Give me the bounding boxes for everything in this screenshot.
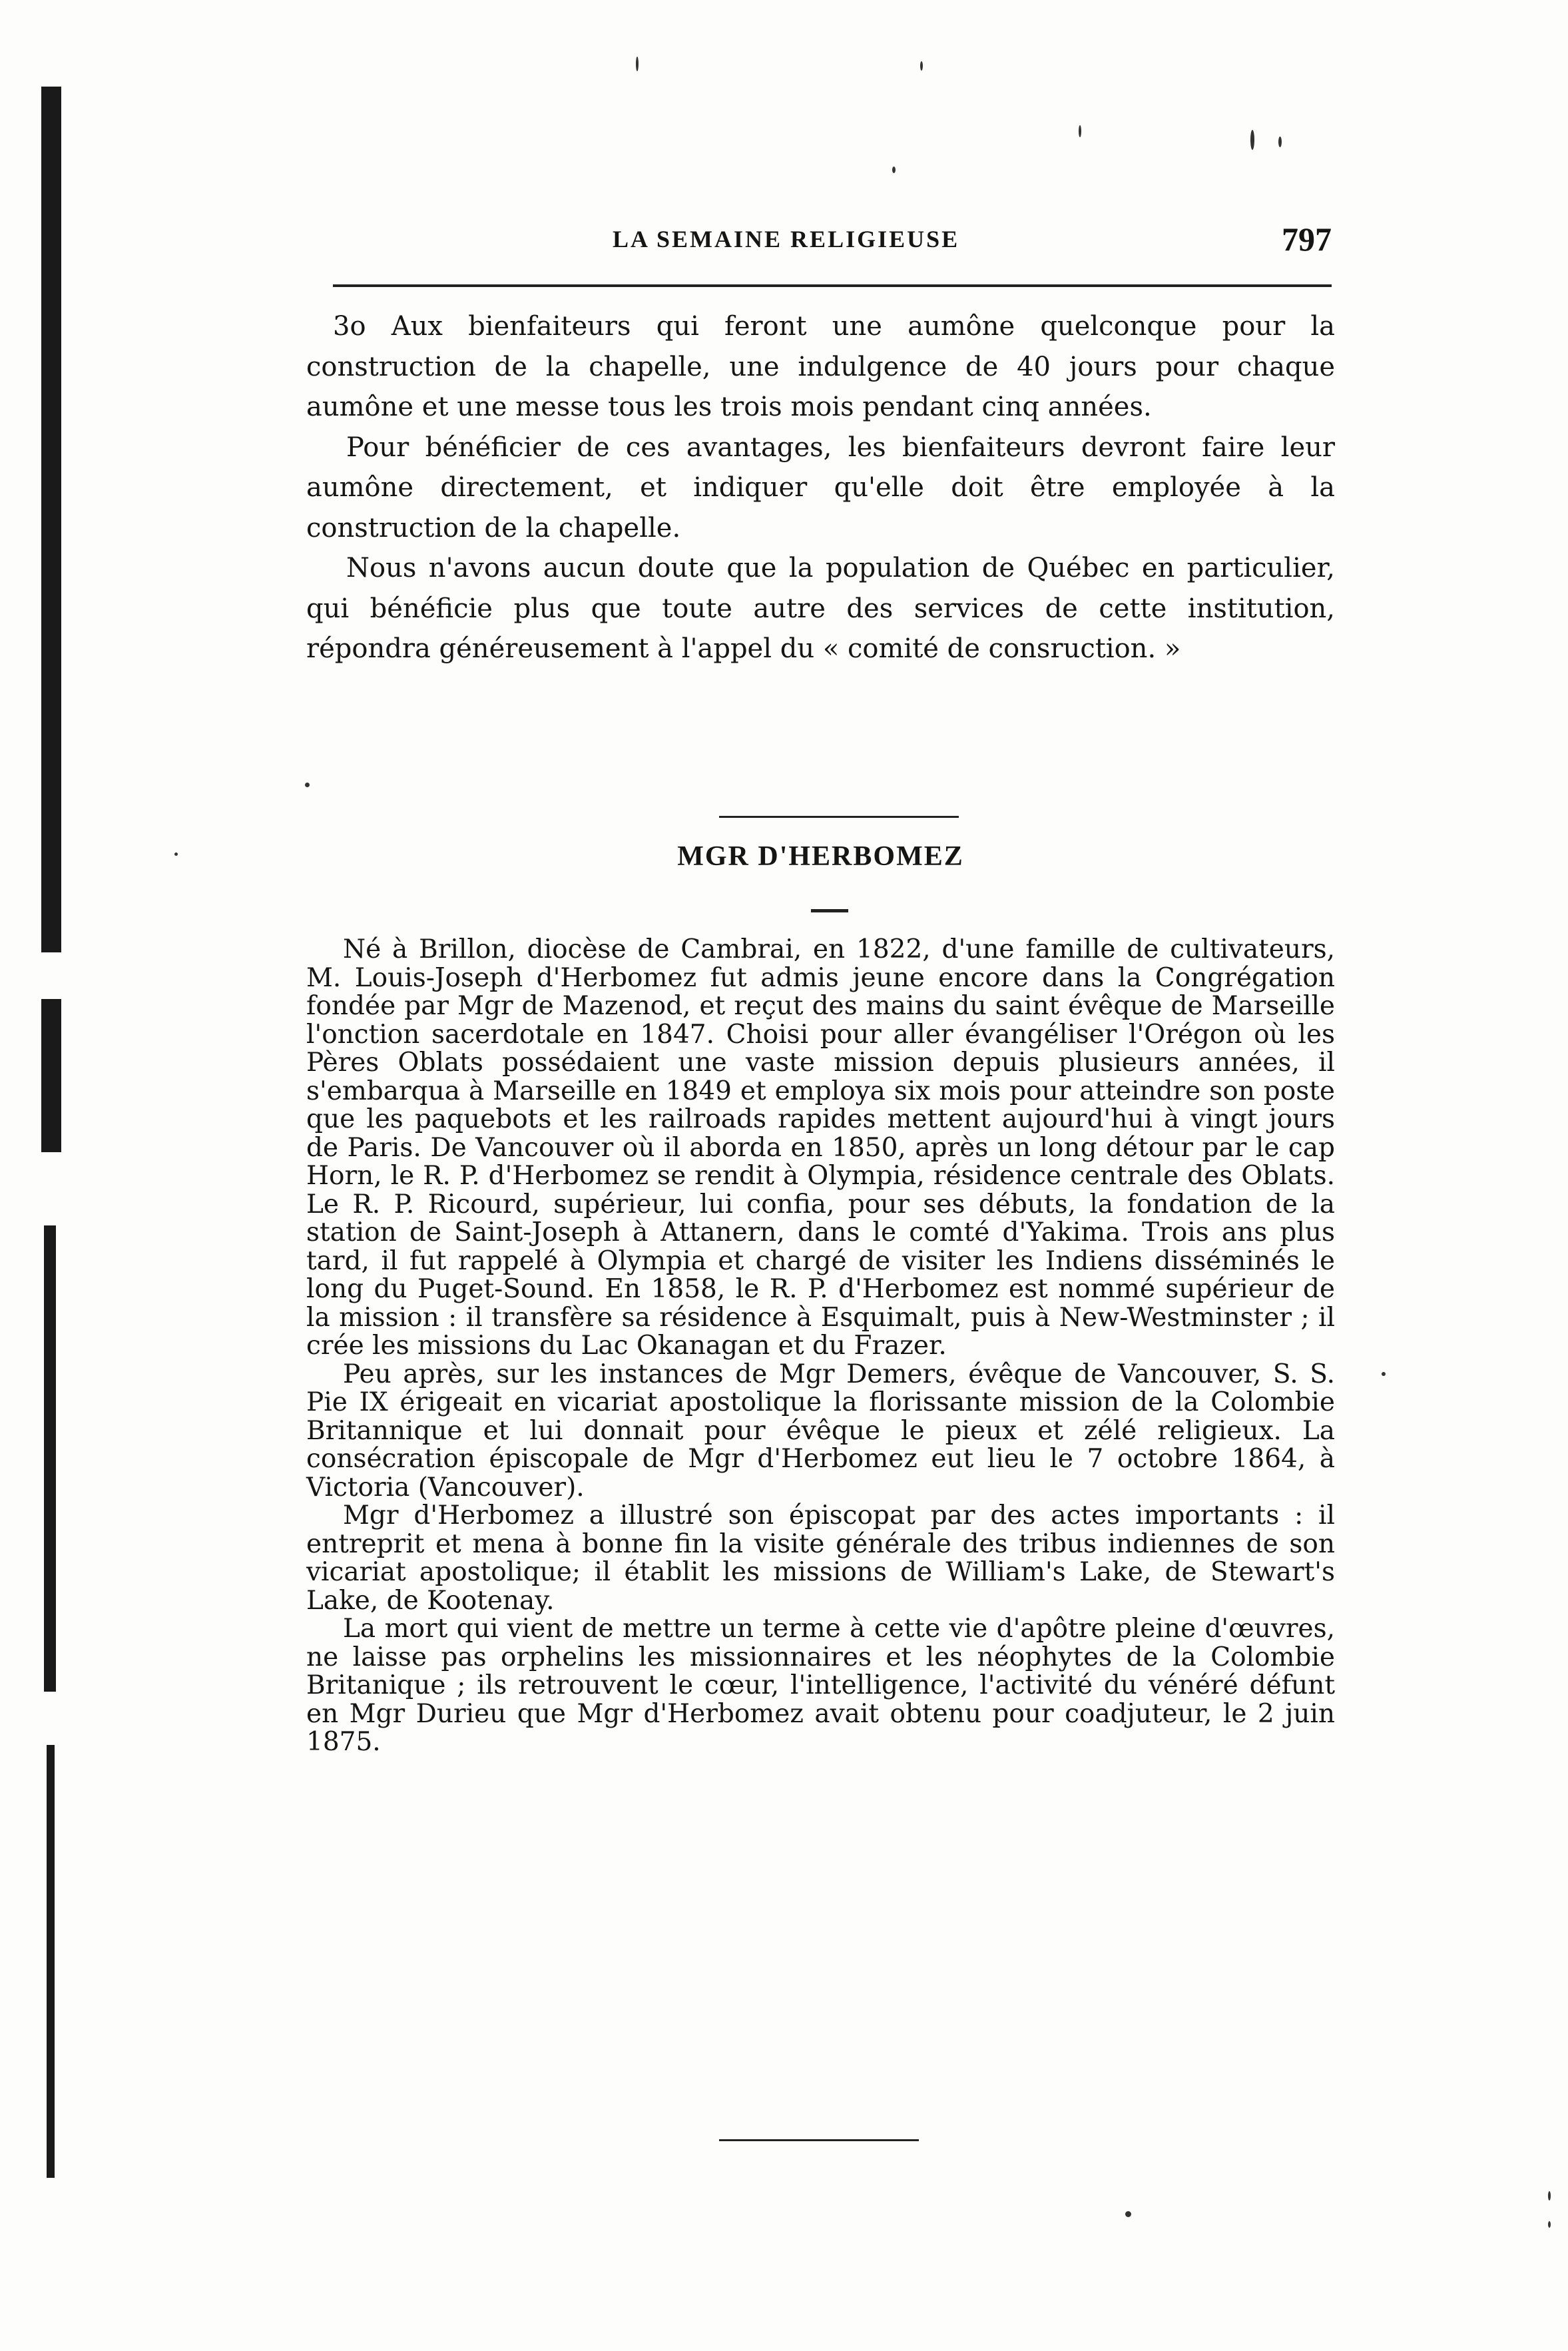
paragraph: Nous n'avons aucun doute que la population de Québec en particulier, qui bénéficie plus que toute autre des services de cette institution, répondra généreusement à l'appel du « comité de consruction. » <box>306 553 1335 664</box>
paragraph: Peu après, sur les instances de Mgr Demers, évêque de Vancouver, S. S. Pie IX érigeait en vicariat apostolique la florissante mission de la Colombie Britannique et lui donnait pour évêque le pieux et zélé religieux. La consécration épiscopale de Mgr d'Herbomez eut lieu le 7 octobre 1864, à Victoria (Vancouver). <box>306 1359 1335 1503</box>
paragraph: Pour bénéficier de ces avantages, les bienfaiteurs devront faire leur aumône directement, et indiquer qu'elle doit être employée à la construction de la chapelle. <box>306 432 1335 543</box>
paragraph: Mgr d'Herbomez a illustré son épiscopat par des actes importants : il entreprit et mena à bonne fin la visite générale des tribus indiennes de son vicariat apostolique; il établit les missions de William's Lake, de Stewart's Lake, de Kootenay. <box>306 1501 1335 1616</box>
paragraph: 3o Aux bienfaiteurs qui feront une aumône quelconque pour la construction de la chapelle, une indulgence de 40 jours pour chaque aumône et une messe tous les trois mois pendant cinq années. <box>306 311 1335 422</box>
binding-edge-shadow <box>44 1225 56 1692</box>
header-rule <box>333 284 1332 287</box>
intro-text-block <box>306 306 1335 669</box>
title-dash <box>811 909 848 912</box>
page-number: 797 <box>1282 220 1332 258</box>
section-separator-rule <box>719 816 959 818</box>
binding-edge-shadow <box>47 1745 55 2178</box>
section-title: MGR D'HERBOMEZ <box>677 841 964 872</box>
obituary-text-block <box>306 936 1335 1757</box>
page-header <box>613 220 1332 266</box>
paragraph: La mort qui vient de mettre un terme à cette vie d'apôtre pleine d'œuvres, ne laisse pas orphelins les missionnaires et les néophytes de la Colombie Britanique ; ils retrouvent le cœur, l'intelligence, l'activité du vénéré défunt en Mgr Durieu que Mgr d'Herbomez avait obtenu pour coadjuteur, le 2 juin 1875. <box>306 1614 1335 1757</box>
binding-edge-shadow <box>41 87 61 952</box>
paragraph: Né à Brillon, diocèse de Cambrai, en 1822, d'une famille de cultivateurs, M. Louis-Joseph d'Herbomez fut admis jeune encore dans la Congrégation fondée par Mgr de Mazenod, et reçut des mains du saint évêque de Marseille l'onction sacerdotale en 1847. Choisi pour aller évangéliser l'Orégon où les Pères Oblats possédaient une vaste mission depuis plusieurs années, il s'embarqua à Marseille en 1849 et employa six mois pour atteindre son poste que les paquebots et les railroads rapides mettent aujourd'hui à vingt jours de Paris. De Vancouver où il aborda en 1850, après un long détour par le cap Horn, le R. P. d'Herbomez se rendit à Olympia, résidence centrale des Oblats. Le R. P. Ricourd, supérieur, lui confia, pour ses débuts, la fondation de la station de Saint-Joseph à Attanern, dans le comté d'Yakima. Trois ans plus tard, il fut rappelé à Olympia et chargé de visiter les Indiens disséminés le long du Puget-Sound. En 1858, le R. P. d'Herbomez est nommé supérieur de la mission : il transfère sa résidence à Esquimalt, puis à New-Westminster ; il crée les missions du Lac Okanagan et du Frazer. <box>306 934 1335 1361</box>
running-title: LA SEMAINE RELIGIEUSE <box>613 226 960 252</box>
binding-edge-shadow <box>41 999 61 1152</box>
end-rule <box>719 2139 919 2141</box>
